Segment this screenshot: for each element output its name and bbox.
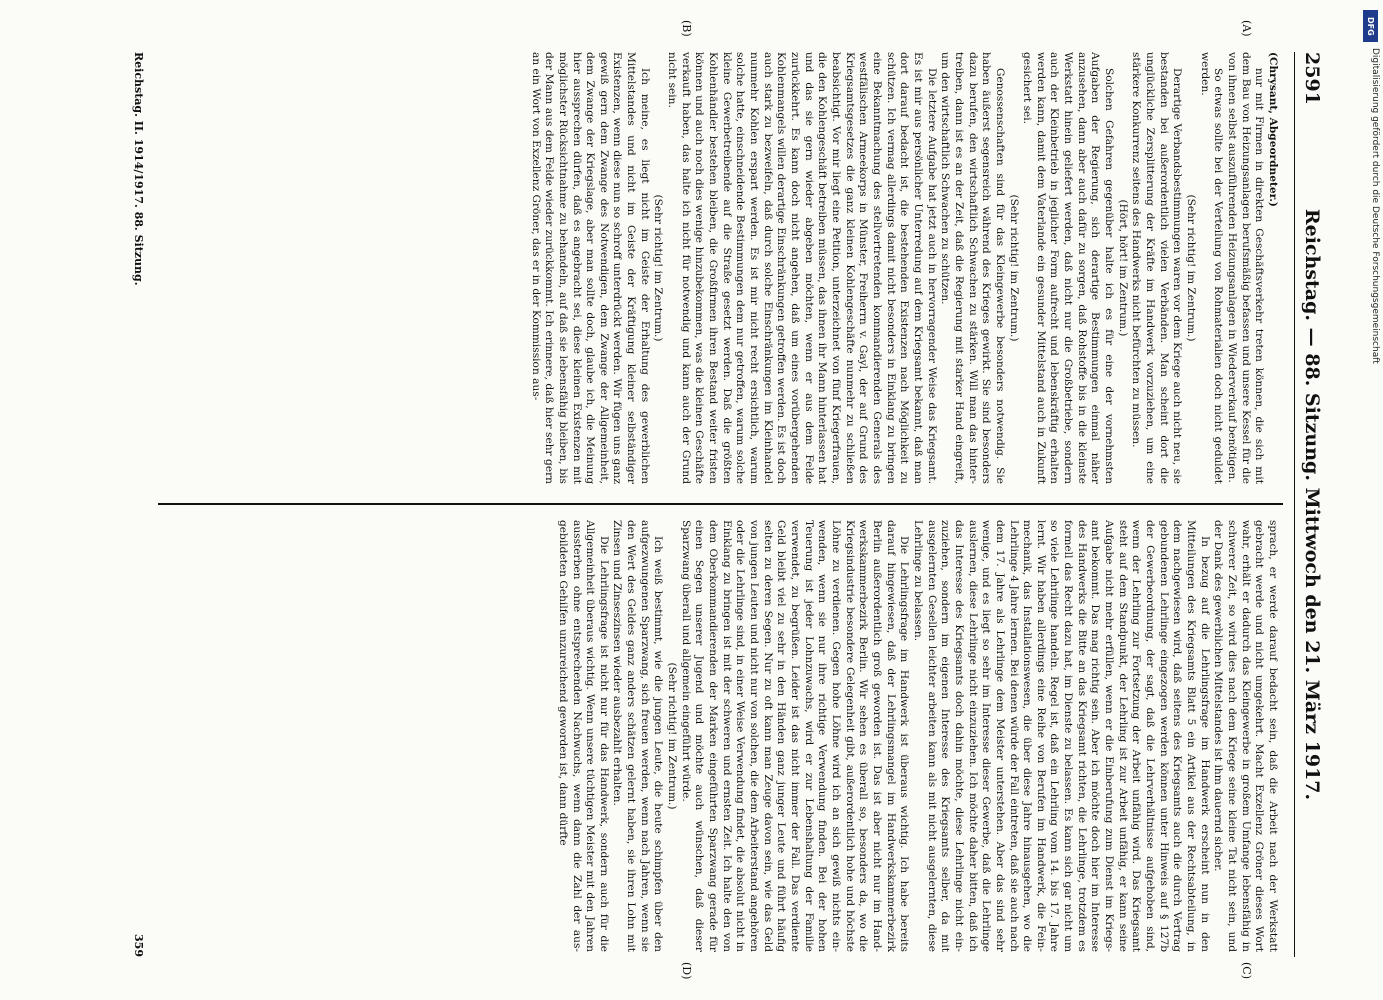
digitization-strip (1362, 8, 1380, 1000)
paragraph: Ich weiß bestimmt, wie die jungen Leute, die heute schimpfen über den aufgezwungenen Sparzwang, sich freuen werden, wenn nach Jahren, wenn sie den Wert des Geldes ganz anders schätzen gelernt haben, sie ihren Lohn mit Zinsen und Zinseszinsen wieder ausbezahlt erhalten. (611, 520, 665, 952)
page-footer (125, 52, 145, 957)
interjection: (Sehr richtig! im Zentrum.) (1007, 194, 1020, 342)
paragraph: sprach, er werde darauf bedacht sein, daß die Arbeit nach der Werkstatt gebracht werde und nicht umgekehrt. Macht Exzellenz Gröner dieses Wort wahr, erhält er dadurch das Kleingewerbe in großem Umfange lebensfähig in schwerer Zeit, so wird dies nach dem Kriege seine kleine Tat nicht sein, und der Dank des gewerblichen Mittelstandes ist ihm dauernd sicher. (1212, 520, 1279, 952)
margin-marker-a: (A) (1240, 20, 1253, 37)
margin-marker-b: (B) (680, 20, 693, 37)
paragraph: Solchen Gefahren gegenüber halte ich es für eine der vornehmsten Aufgaben der Regierung, sich derartige Bestimmungen einmal näher anzusehen, dann aber auch dafür zu sorgen, daß Rohstoffe bis in die kleinste Werkstatt hinein geliefert werden, daß nicht nur die Großbetriebe, sondern auch der Kleinbetrieb in jeglicher Form aufrecht und lebenskräftig erhalten werden kann, damit dem Vaterlande ein gesunder Mittelstand auch in Zukunft gesichert sei. (1021, 52, 1116, 484)
paragraph: Derartige Verbandsbestimmungen waren vor dem Kriege auch nicht neu, sie bestanden bei außerordentlich vielen Verbänden. Man scheint dort die unglückliche Zersplitterung der Kräfte im Handwerk vorzuziehen, um eine stärkere Konkurrenz seitens des Handwerks nicht befürchten zu müssen. (1130, 52, 1184, 484)
paragraph: Ich meine, es liegt nicht im Geiste der Erhaltung des gewerblichen Mittelstandes und nicht im Geiste der Kräftigung kleiner selbständiger Existenzen, wenn diese nun so schroff unterdrückt werden. Wir fügen uns ganz gewiß gern dem Zwange des Notwendigen, dem Zwange der Allgemeinheit, dem Zwange der Kriegslage, aber man sollte doch, glaube ich, die Meinung hier aussprechen dürfen, daß es angebracht sei, diese kleinen Existenzen mit möglichster Rücksichtnahme zu behandeln, auf daß sie lebensfähig bleiben, bis der Mann aus dem Felde wieder zurückkommt. Ich erinnere, daß hier sehr gern an ein Wort von Exzellenz Gröner, das er in der Kommission aus- (529, 52, 651, 484)
margin-marker-d: (D) (680, 962, 693, 980)
paragraph: Die letztere Aufgabe hat jetzt auch in hervorragender Weise das Kriegsamt. Es ist mir aus persönlicher Unterredung auf dem Kriegsamt bekannt, daß man dort darauf bedacht ist, die bestehenden Existenzen nach Möglichkeit zu schützen. Ich vermag allerdings damit nicht besonders in Einklang zu bringen eine Bekanntmachung des stellvertretenden kommandierenden Generals des westfälischen Armeekorps in Münster, Freiherrn v. Gayl, der auf Grund des Kriegsamtsgesetzes die ganz kleinen Kohlengeschäfte nunmehr zu schließen beabsichtigt. Vor mir liegt eine Petition, unterzeichnet von fünf Kriegerfrauen, die den Kohlengeschäft betreiben müssen, das ihnen ihr Mann hinterlassen hat und das sie gern wieder abgeben möchten, wenn er aus dem Felde zurückkehrt. Es kann doch nicht angehen, daß um eines vorübergehenden Kohlenmangels willen derartige Einschränkungen getroffen werden. Es ist doch auch stark zu bezweifeln, daß durch solche Einschränkungen im Kleinhandel nunmehr Kohlen erspart werden. Es ist mir nicht recht ersichtlich, warum solche hatte, einschneidende Bestimmungen dem nur getroffen, warum solche kleine Gewerbetreibende auf die Straße gesetzt werden. Daß die größten Kohlenhändler bestehen bleiben, die Großfirmen ihren Bestand weiter fristen können und auch noch dies wenige hinzubekommen, was die kleinen Geschäfte verkauft haben, das halte ich nicht für notwendig und kann auch der Grund nicht sein. (666, 52, 938, 484)
column-divider (158, 503, 1283, 505)
footer-citation: Reichstag. II. 1914/1917. 88. Sitzung. (132, 52, 145, 286)
paragraph: Genossenschaften sind für das Kleingewerbe besonders notwendig. Sie haben äußerst segensreich während des Krieges gewirkt. Sie sind besonders dazu berufen, den wirtschaftlich Schwachen zu stärken. Will man das hintertreiben, dann ist es an der Zeit, daß die Regierung mit starker Hand eingreift, um den wirtschaftlich Schwachen zu schützen. (939, 52, 1006, 484)
sheet-number: 359 (132, 934, 145, 957)
interjection: (Hört, hört! im Zentrum.) (1116, 199, 1129, 337)
paragraph: So etwas sollte bei der Verteilung von Rohmaterialien doch nicht geduldet werden. (1198, 52, 1225, 484)
page-header (1294, 52, 1325, 957)
interjection: (Sehr richtig! im Zentrum.) (1185, 194, 1198, 342)
paragraph: In bezug auf die Lehrlingsfrage im Handwerk erscheint nun in den Mitteilungen des Kriegsamts Blatt 5 ein Artikel aus der Rechtsabteilung, in dem nachgewiesen wird, daß seitens des Kriegsamts auch die durch Vertrag gebundenen Lehrlinge eingezogen werden können unter Hinweis auf § 127b der Gewerbeordnung, der sagt, daß die Lehrverhältnisse aufgehoben sind, wenn der Lehrling zur Fortsetzung der Arbeit unfähig wird. Das Kriegsamt steht auf dem Standpunkt, der Lehrling ist zur Arbeit unfähig, er kann seine Aufgabe nicht mehr erfüllen, wenn er die Einberufung zum Dienst im Kriegsamt bekommt. Das mag richtig sein. Aber ich möchte doch hier im Interesse des Handwerks die Bitte an das Kriegsamt richten, die Lehrlinge, trotzdem es formell das Recht dazu hat, im Dienste zu belassen. Es kann sich gar nicht um so viele Lehrlinge handeln. Regel ist, daß ein Lehrling vom 14. bis 17. Jahre lernt. Wir haben allerdings eine Reihe von Berufen im Handwerk, die Feinmechanik, das Installationswesen, die über diese Jahre hinausgehen, wo die Lehrlinge 4 Jahre lernen. Bei denen würde der Fall eintreten, daß sie auch nach dem 17. Jahre als Lehrlinge dem Meister unterstehen. Aber das sind sehr wenige, und es liegt so sehr im Interesse dieser Gewerbe, daß die Lehrlinge auslernen, diese Lehrlinge nicht einzuziehen. Ich möchte daher bitten, daß ich das Interesse des Kriegsamts doch dahin möchte, diese Lehrlinge nicht einzuziehen, sondern im eigenen Interesse des Kriegsamts selber, da mit ausgelernten Gesellen leichter arbeiten kann als mit nicht ausgelernten, diese Lehrlinge zu belassen. (911, 520, 1211, 952)
paragraph: Die Lehrlingsfrage ist nicht nur für das Handwerk, sondern auch für die Allgemeinheit überaus wichtig. Wenn unsere tüchtigen Meister mit den Jahren aussterben ohne entsprechenden Nachwuchs, wenn dann die Zahl der ausgebildeten Gehilfen unzureichend geworden ist, dann dürfte (556, 520, 610, 952)
page-title: Reichstag. — 88. Sitzung. Mittwoch den 21. März 1917. (1301, 208, 1323, 801)
funding-notice: Digitalisierung gefördert durch die Deutsche Forschungsgemeinschaft (1370, 48, 1380, 364)
interjection: (Sehr richtig! im Zentrum.) (666, 662, 679, 810)
page-number: 2591 (1301, 52, 1323, 105)
interjection: (Sehr richtig! im Zentrum.) (652, 194, 665, 342)
paragraph: Die Lehrlingsfrage im Handwerk ist überaus wichtig. Ich habe bereits darauf hingewiesen, daß der Lehrlingsmangel im Handwerkskammerbezirk Berlin außerordentlich groß geworden ist. Das ist aber nicht nur im Handwerkskammerbezirk Berlin. Wir sehen es überall so, besonders da, wo die Kriegsindustrie besondere Gelegenheit gibt, außerordentlich hohe und höchste Löhne zu verdienen. Gegen hohe Löhne wird ich an sich gewiß nichts einwenden, wenn sie nur ihre richtige Verwendung finden. Bei der hohen Teuerung ist jeder Lohnzuwachs, wird er zur Lebenshaltung der Familie verwendet, zu begrüßen. Leider ist das nicht immer der Fall. Das verdiente Geld bleibt viel zu sehr in den Händen ganz junger Leute und führt häufig selten zu deren Segen. Nur zu oft kann man Zeuge davon sein, wie das Geld von jungen Leuten und nicht nur von solchen, die dem Arbeiterstand angehören oder die Lehrlinge sind, in einer Weise Verwendung findet, die absolut nicht in Einklang zu bringen ist mit der schweren und ernsten Zeit. Ich halte den von dem Oberkommandierenden der Marken eingeführten Sparzwang gerade für einen Segen unserer Jugend und möchte auch wünschen, daß dieser Sparzwang überall und allgemein eingeführt würde. (679, 520, 911, 952)
left-column (159, 52, 1279, 484)
running-head: (Chrysant, Abgeordneter.) (1267, 52, 1279, 207)
margin-marker-c: (C) (1240, 962, 1253, 979)
right-column (159, 520, 1279, 952)
paragraph: nur mit Firmen in direkten Geschäftsverkehr treten können, die sich mit dem Bau von Heizungsanlagen berufsmäßig befassen und unsere Kessel für die von ihnen selbst auszuführenden Heizungsanlagen in Wiederverkauf benötigen. (1226, 52, 1266, 484)
dfg-logo: DFG (1363, 10, 1378, 42)
